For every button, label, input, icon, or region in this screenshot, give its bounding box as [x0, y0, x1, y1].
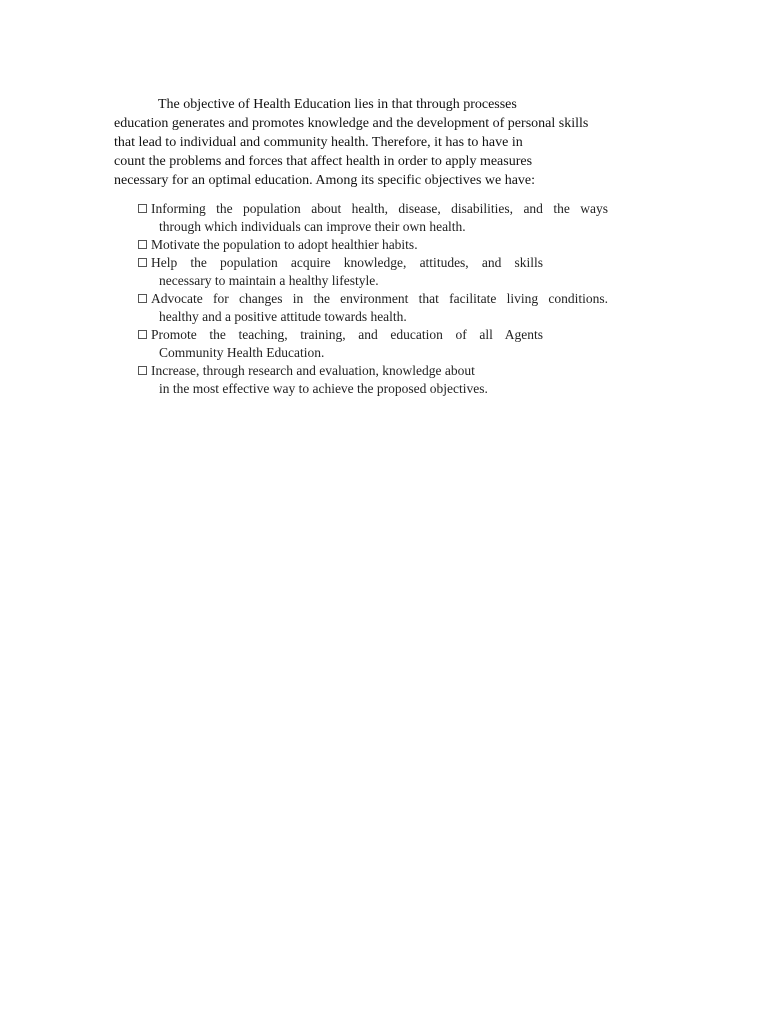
- intro-paragraph: [114, 95, 634, 190]
- list-item: [138, 290, 608, 326]
- intro-line: that lead to individual and community health. Therefore, it has to have in: [114, 135, 523, 150]
- list-item-text: Increase, through research and evaluation, knowledge about: [151, 363, 475, 378]
- list-item-text: Advocate for changes in the environment that facilitate living conditions.: [151, 291, 608, 306]
- list-item-text: Help the population acquire knowledge, attitudes, and skills: [151, 255, 543, 270]
- empty-square-icon: [138, 366, 147, 375]
- list-item: [138, 200, 608, 236]
- list-item-continuation: healthy and a positive attitude towards health.: [159, 309, 407, 324]
- empty-square-icon: [138, 294, 147, 303]
- empty-square-icon: [138, 258, 147, 267]
- list-item-text: Promote the teaching, training, and education of all Agents: [151, 327, 543, 342]
- list-item-continuation: necessary to maintain a healthy lifestyle.: [159, 273, 379, 288]
- list-item-first-line: [138, 290, 608, 308]
- list-item-first-line: [138, 326, 543, 344]
- intro-line: The objective of Health Education lies in that through processes: [158, 97, 517, 112]
- intro-line: education generates and promotes knowledge and the development of personal skills: [114, 116, 589, 131]
- list-item: [138, 326, 608, 362]
- empty-square-icon: [138, 240, 147, 249]
- intro-line: necessary for an optimal education. Among its specific objectives we have:: [114, 173, 536, 188]
- list-item-continuation: through which individuals can improve their own health.: [159, 219, 466, 234]
- list-item-first-line: [138, 236, 608, 254]
- objectives-list: [138, 200, 608, 398]
- empty-square-icon: [138, 204, 147, 213]
- list-item: [138, 236, 608, 254]
- intro-line: count the problems and forces that affect health in order to apply measures: [114, 154, 533, 169]
- empty-square-icon: [138, 330, 147, 339]
- list-item-text: Motivate the population to adopt healthier habits.: [151, 237, 418, 252]
- list-item-first-line: [138, 362, 608, 380]
- list-item-text: Informing the population about health, disease, disabilities, and the ways: [151, 201, 608, 216]
- list-item: [138, 362, 608, 398]
- list-item-continuation: in the most effective way to achieve the proposed objectives.: [159, 381, 488, 396]
- list-item: [138, 254, 608, 290]
- list-item-first-line: [138, 254, 543, 272]
- list-item-continuation: Community Health Education.: [159, 345, 325, 360]
- list-item-first-line: [138, 200, 608, 218]
